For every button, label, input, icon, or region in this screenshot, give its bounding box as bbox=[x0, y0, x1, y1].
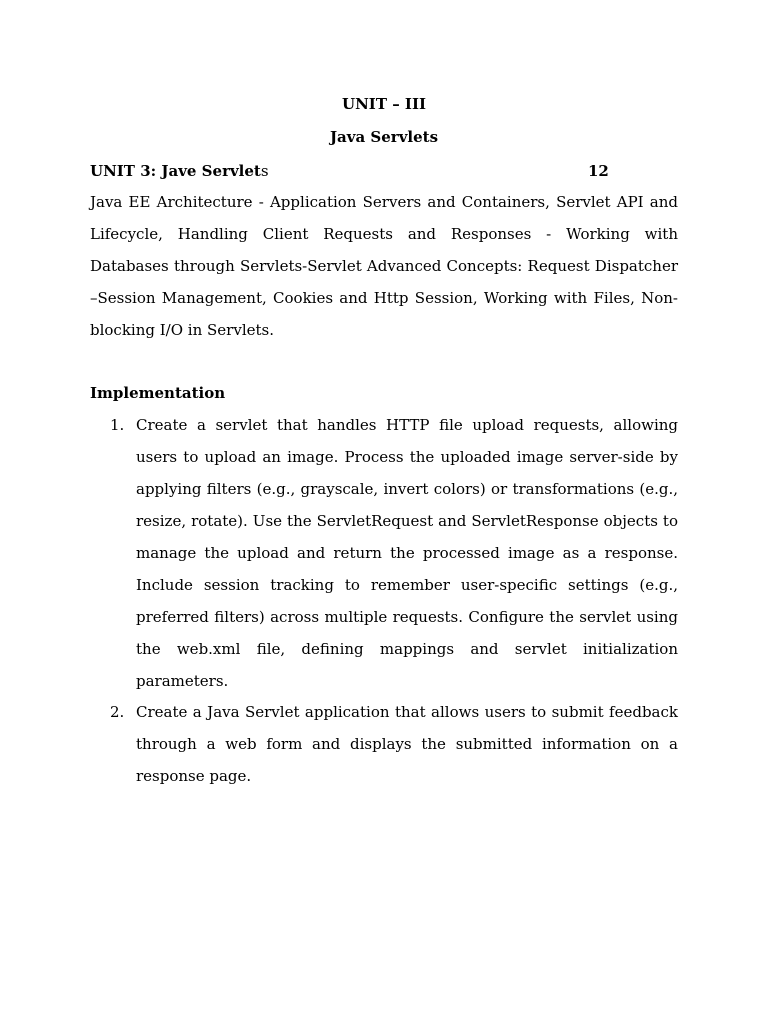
task-text: Create a servlet that handles HTTP file upload requests, allowing users to upload an image. Process the uploaded image server-side by applying filters (e.g., grayscale, invert colors) or transformations (e.g., resize, rotate). Use the ServletRequest and ServletResponse objects to manage the upload and return the processed image as a response. Include session tracking to remember user-specific settings (e.g., preferred filters) across multiple requests. Configure the servlet using the web.xml file, defining mappings and servlet initialization parameters. bbox=[136, 416, 678, 690]
unit-heading-label: UNIT 3: Jave Servlet bbox=[90, 162, 261, 180]
task-item bbox=[110, 409, 678, 697]
unit-hours: 12 bbox=[588, 162, 609, 180]
task-number: 2. bbox=[110, 703, 125, 721]
subject-title: Java Servlets bbox=[329, 128, 439, 146]
implementation-heading: Implementation bbox=[90, 384, 226, 402]
unit-title: UNIT – III bbox=[342, 95, 426, 113]
task-number: 1. bbox=[110, 416, 125, 434]
unit-heading-label-trail: s bbox=[260, 162, 269, 180]
task-item bbox=[110, 696, 678, 792]
task-text: Create a Java Servlet application that allows users to submit feedback through a web form and displays the submitted information on a response page. bbox=[136, 703, 678, 785]
unit-heading bbox=[90, 161, 678, 181]
syllabus-paragraph: Java EE Architecture - Application Servers and Containers, Servlet API and Lifecycle, Handling Client Requests and Responses - Working with Databases through Servlets-Servlet Advanced Concepts: Request Dispatcher –Session Management, Cookies and Http Session, Working with Files, Non- blocking I/O in Servlets. bbox=[90, 193, 678, 339]
